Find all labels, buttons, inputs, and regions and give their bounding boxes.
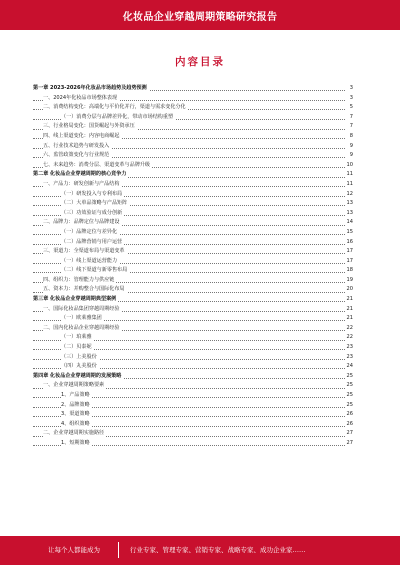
toc-entry[interactable] [33,439,353,449]
toc-entry-title: （一）消费分层与品牌差异化，带动市场结构重塑 [61,113,175,123]
toc-entry-page: 24 [346,362,353,372]
toc-entry-title: 3、渠道策略 [61,410,92,420]
header-bar [0,0,400,30]
toc-entry[interactable] [33,161,353,171]
toc-entry-title: 七、未来趋势：消费分层、渠道变革与品牌升级 [43,161,152,171]
toc-entry[interactable] [33,132,353,142]
toc-entry-title: 第四章 化妆品企业穿越周期的发展策略 [33,372,123,382]
toc-entry-title: （二）品牌营销与用户运营 [61,238,124,248]
toc-entry-title: 三、行业格局变化：国货崛起与外资承压 [43,122,137,132]
toc-entry[interactable] [33,353,353,363]
toc-entry-title: 一、产品力：研发创新与产品结构 [43,180,121,190]
footer-divider [118,542,119,558]
toc-entry-page: 9 [349,151,353,161]
toc-entry-page: 27 [346,439,353,449]
toc-entry-title: （一）欧莱雅集团 [61,314,104,324]
toc-entry-page: 12 [346,190,353,200]
toc-entry[interactable] [33,314,353,324]
toc-entry[interactable] [33,391,353,401]
toc-entry-page: 3 [349,84,353,94]
toc-entry-page: 3 [349,94,353,104]
toc-entry-title: （三）功效验证与成分创新 [61,209,124,219]
report-title: 化妆品企业穿越周期策略研究报告 [122,12,278,23]
toc-entry[interactable] [33,151,353,161]
toc-entry-page: 27 [346,429,353,439]
toc-entry[interactable] [33,257,353,267]
toc-entry[interactable] [33,429,353,439]
toc-entry[interactable] [33,247,353,257]
toc-entry-page: 10 [346,161,353,171]
table-of-contents [33,84,353,449]
toc-entry[interactable] [33,94,353,104]
toc-entry[interactable] [33,324,353,334]
toc-entry-page: 21 [346,295,353,305]
toc-entry-page: 5 [349,103,353,113]
toc-entry-title: 一、2024年化妆品市场整体表现 [43,94,119,104]
toc-entry-title: 1、短期策略 [61,439,92,449]
toc-entry-title: 第一章 2023-2026年化妆品市场趋势及趋势预测 [33,84,149,94]
toc-entry[interactable] [33,305,353,315]
toc-entry[interactable] [33,410,353,420]
toc-entry-page: 21 [346,305,353,315]
toc-entry-page: 26 [346,420,353,430]
toc-entry-title: 五、资本力：并购整合与国际化布局 [43,285,127,295]
toc-entry-page: 22 [346,324,353,334]
toc-entry[interactable] [33,381,353,391]
toc-entry[interactable] [33,343,353,353]
toc-entry[interactable] [33,285,353,295]
footer-slogan: 让每个人都能成为 [48,546,100,554]
toc-entry-title: 一、国际化妆品集团穿越周期经验 [43,305,121,315]
toc-entry-page: 17 [346,257,353,267]
toc-entry[interactable] [33,228,353,238]
toc-entry[interactable] [33,209,353,219]
toc-entry-title: （一）品牌定位与差异化 [61,228,119,238]
toc-entry[interactable] [33,401,353,411]
toc-entry-page: 22 [346,333,353,343]
toc-entry[interactable] [33,199,353,209]
toc-entry-page: 13 [346,199,353,209]
toc-entry-page: 14 [346,218,353,228]
toc-entry-title: （四）丸美股份 [61,362,99,372]
toc-entry[interactable] [33,333,353,343]
toc-entry-title: 四、组织力：管理能力与供应链 [43,276,116,286]
footer-tagline: 行业专家、管理专家、营销专家、战略专家、成功企业家…… [130,546,306,554]
toc-entry-page: 21 [346,314,353,324]
toc-entry-title: （二）大单品策略与产品矩阵 [61,199,129,209]
toc-entry-title: 一、企业穿越周期策略要素 [43,381,106,391]
toc-entry-title: 第三章 化妆品企业穿越周期典型案例 [33,295,118,305]
toc-heading: 内容目录 [175,56,225,68]
toc-entry-page: 7 [349,122,353,132]
toc-entry-page: 17 [346,247,353,257]
toc-entry-page: 9 [349,142,353,152]
toc-entry[interactable] [33,218,353,228]
toc-entry[interactable] [33,190,353,200]
toc-entry[interactable] [33,122,353,132]
toc-entry-title: 四、线上渠道变化：内容电商崛起 [43,132,121,142]
toc-entry-page: 8 [349,132,353,142]
toc-entry-title: 2、品牌策略 [61,401,92,411]
toc-entry-page: 18 [346,266,353,276]
toc-entry-page: 25 [346,391,353,401]
toc-entry-page: 11 [346,170,353,180]
toc-entry-title: 1、产品策略 [61,391,92,401]
toc-entry-title: （三）上美股份 [61,353,99,363]
footer-bar [0,536,400,565]
toc-entry[interactable] [33,180,353,190]
toc-entry[interactable] [33,420,353,430]
toc-entry-title: 三、渠道力：全渠道布局与渠道变革 [43,247,127,257]
toc-entry-page: 23 [346,343,353,353]
toc-entry-page: 23 [346,353,353,363]
toc-entry-page: 15 [346,228,353,238]
toc-entry[interactable] [33,170,353,180]
toc-entry[interactable] [33,276,353,286]
toc-entry-page: 25 [346,372,353,382]
toc-entry-title: 二、品牌力：品牌定位与品牌建设 [43,218,121,228]
toc-entry-title: （二）贝泰妮 [61,343,94,353]
toc-entry-title: （二）线下渠道与新零售布局 [61,266,129,276]
toc-entry[interactable] [33,238,353,248]
toc-entry-title: 六、监管政策变化与行业规范 [43,151,111,161]
toc-entry[interactable] [33,266,353,276]
toc-entry-title: 二、国内化妆品企业穿越周期经验 [43,324,121,334]
toc-entry-title: 五、行业技术趋势与研发投入 [43,142,111,152]
toc-entry-title: 二、消费结构变化：高端化与平价化并行，渠道与需求变化分化 [43,103,188,113]
toc-entry[interactable] [33,362,353,372]
toc-entry-page: 13 [346,209,353,219]
toc-entry-page: 20 [346,285,353,295]
toc-entry-title: 第二章 化妆品企业穿越周期的核心竞争力 [33,170,128,180]
toc-entry-page: 25 [346,381,353,391]
toc-entry-page: 11 [346,180,353,190]
toc-entry[interactable] [33,113,353,123]
toc-entry-title: （一）珀莱雅 [61,333,94,343]
toc-entry[interactable] [33,142,353,152]
toc-entry-page: 16 [346,238,353,248]
toc-entry[interactable] [33,372,353,382]
toc-entry-title: （一）研发投入与专利布局 [61,190,124,200]
toc-entry-page: 7 [349,113,353,123]
toc-entry-page: 25 [346,401,353,411]
toc-entry[interactable] [33,84,353,94]
toc-entry-title: （一）线上渠道运营能力 [61,257,119,267]
toc-entry-title: 4、组织策略 [61,420,92,430]
toc-entry[interactable] [33,103,353,113]
toc-entry[interactable] [33,295,353,305]
toc-entry-page: 26 [346,410,353,420]
toc-entry-title: 二、企业穿越周期实施路径 [43,429,106,439]
toc-entry-page: 19 [346,276,353,286]
